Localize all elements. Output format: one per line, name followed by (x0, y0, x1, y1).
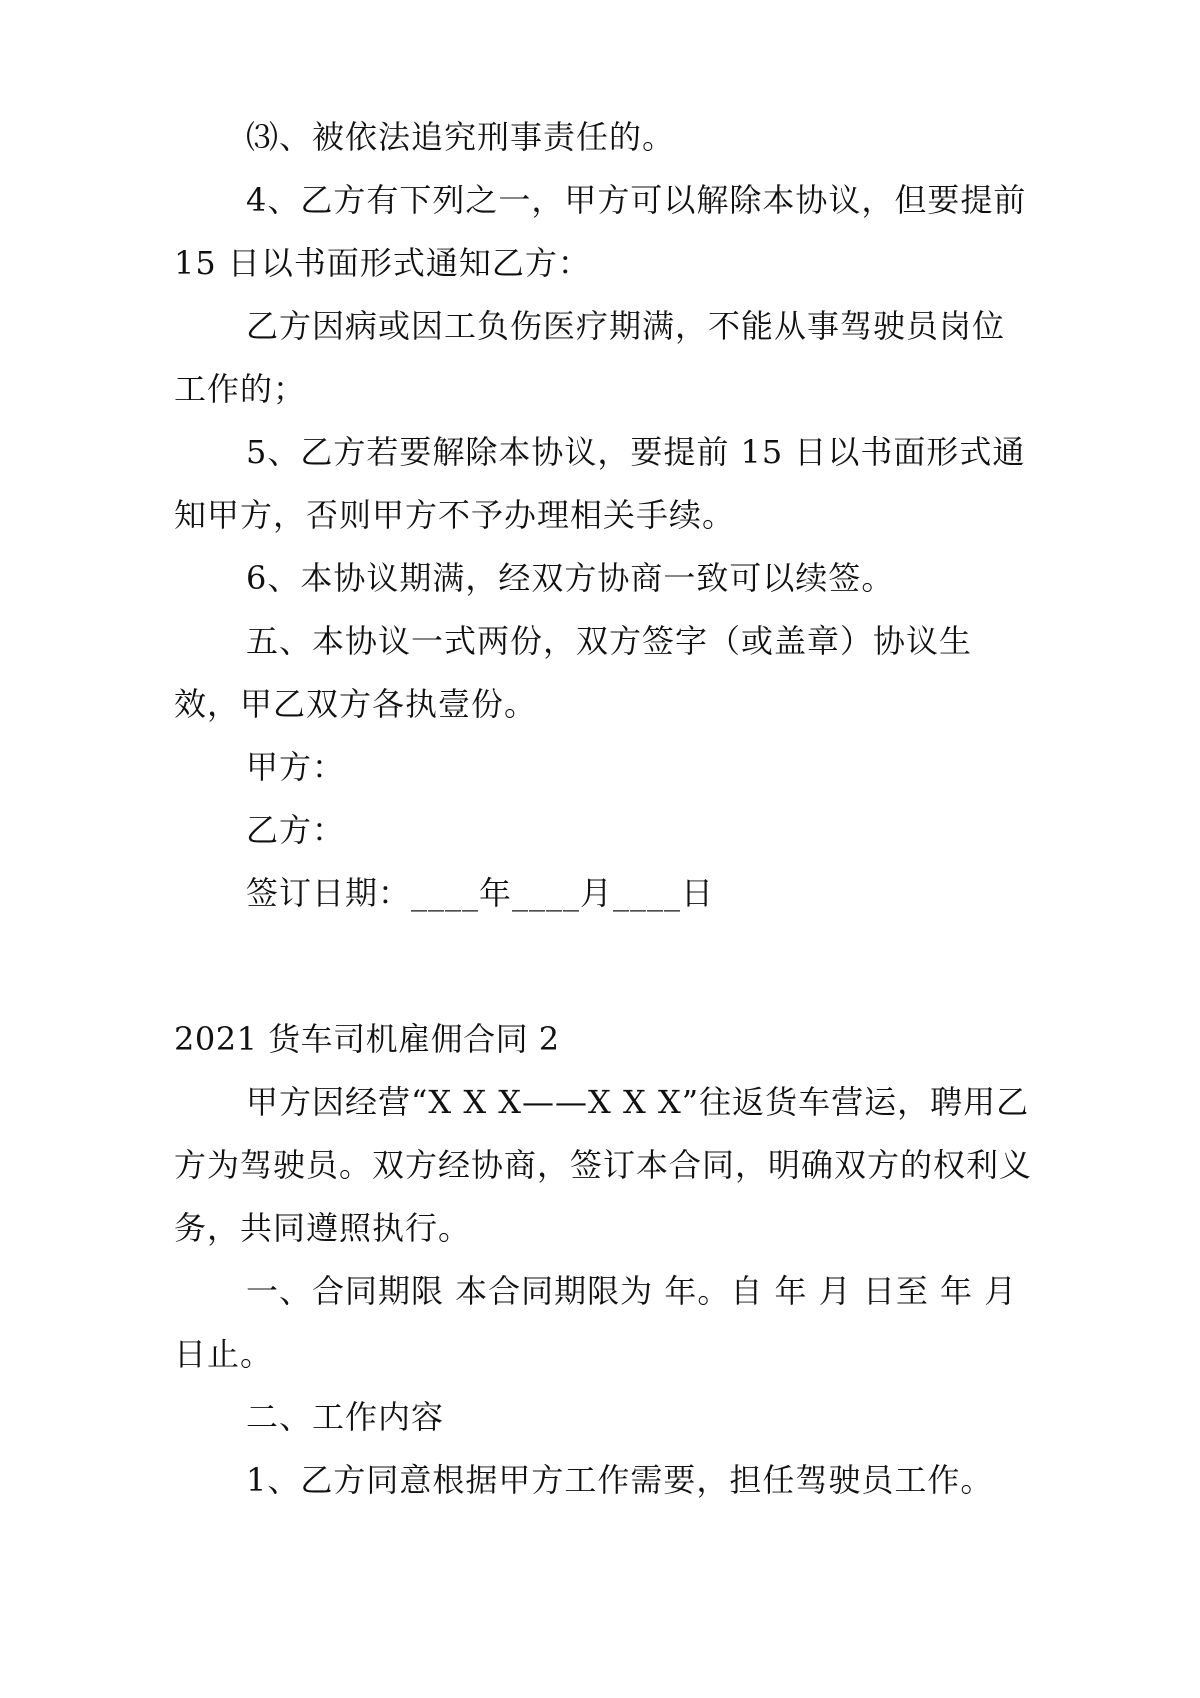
paragraph-medical-period: 乙方因病或因工负伤医疗期满，不能从事驾驶员岗位工作的； (174, 307, 1006, 408)
signing-date-line: 签订日期：____年____月____日 (246, 874, 715, 912)
party-a-signature-line: 甲方： (246, 748, 346, 786)
paragraph-clause-4: 4、乙方有下列之一，甲方可以解除本协议，但要提前 15 日以书面形式通知乙方： (174, 181, 1038, 282)
paragraph-clause-5: 5、乙方若要解除本协议，要提前 15 日以书面形式通知甲方，否则甲方不予办理相关手续。 (174, 433, 1026, 534)
heading-work-content: 二、工作内容 (246, 1398, 445, 1436)
paragraph-work-clause-1: 1、乙方同意根据甲方工作需要，担任驾驶员工作。 (246, 1461, 994, 1499)
paragraph-contract-term: 一、合同期限 本合同期限为 年。自 年 月 日至 年 月 日止。 (174, 1272, 1029, 1373)
paragraph-criminal-liability: ⑶、被依法追究刑事责任的。 (246, 118, 676, 156)
paragraph-clause-five: 五、本协议一式两份，双方签字（或盖章）协议生效，甲乙双方各执壹份。 (174, 622, 973, 723)
party-b-signature-line: 乙方： (246, 811, 346, 849)
paragraph-clause-6: 6、本协议期满，经双方协商一致可以续签。 (246, 559, 895, 597)
paragraph-contract-intro: 甲方因经营“X X X——X X X”往返货车营运，聘用乙方为驾驶员。双方经协商，签订本合同，明确双方的权利义务，共同遵照执行。 (174, 1083, 1033, 1247)
section-title: 2021 货车司机雇佣合同 2 (174, 1020, 560, 1058)
